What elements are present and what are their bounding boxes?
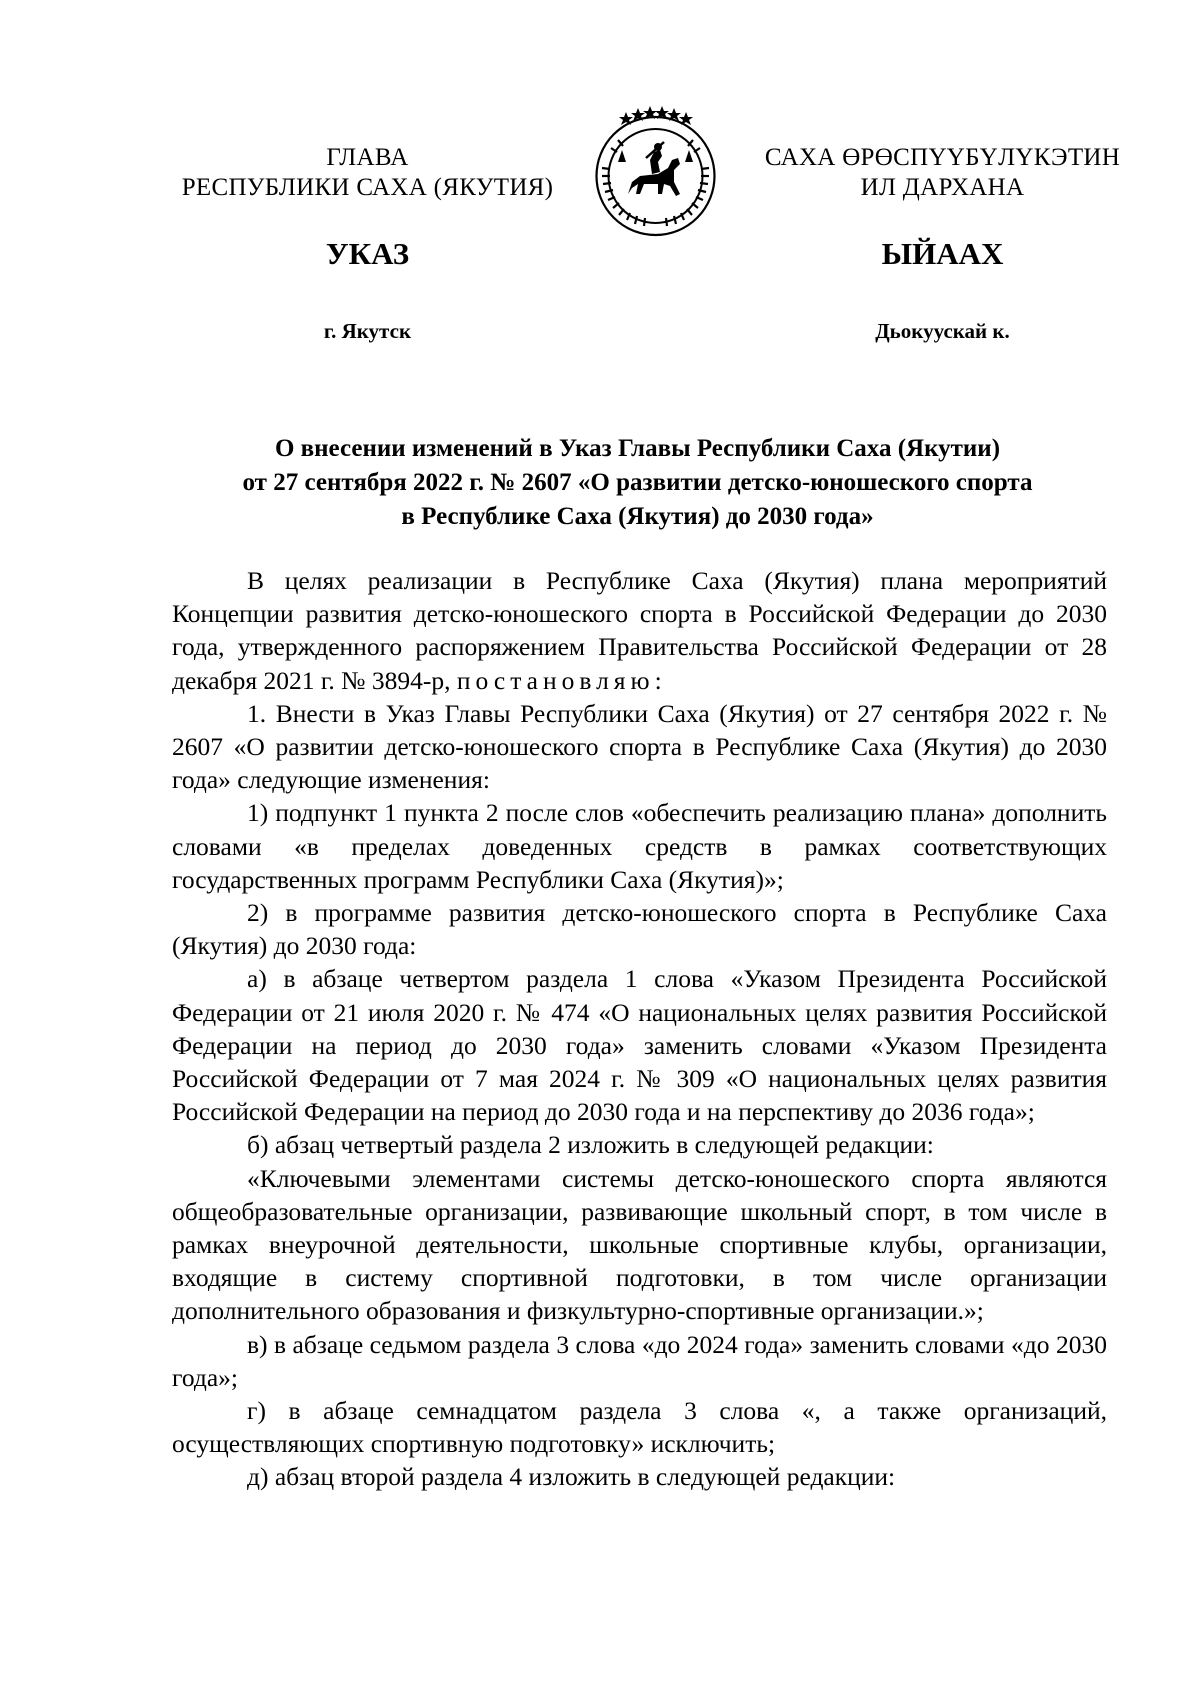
city-right: Дьокуускай к. (875, 319, 1010, 343)
coat-of-arms-icon (588, 102, 723, 239)
document-title (170, 432, 1105, 534)
paragraph-subitem-g: г) в абзаце семнадцатом раздела 3 слова «, а также организаций, осуществляющих спортивную подготовку» исключить; (172, 1396, 1107, 1459)
paragraph-subitem-d: д) абзац второй раздела 4 изложить в следующей редакции: (247, 1462, 896, 1492)
preamble-text: В целях реализации в Республике Саха (Якутия) плана мероприятий Концепции развития детско-юношеского спорта в Российской Федерации до 2030 года, утвержденного распоряжением Правительства Российской Федерации от 28 декабря 2021 г. № 3894-р, (172, 566, 1107, 695)
header-left-line2: РЕСПУБЛИКИ САХА (ЯКУТИЯ) (181, 174, 554, 201)
paragraph-subitem-1: 1) подпункт 1 пункта 2 после слов «обеспечить реализацию плана» дополнить словами «в пределах доведенных средств в рамках соответствующих государственных программ Республики Саха (Якутия)»; (172, 798, 1107, 894)
title-line2: от 27 сентября 2022 г. № 2607 «О развитии детско-юношеского спорта (242, 469, 1033, 496)
header-right (745, 143, 1140, 203)
document-body (172, 564, 1107, 1494)
paragraph-item-1: 1. Внести в Указ Главы Республики Саха (Якутия) от 27 сентября 2022 г. № 2607 «О развитии детско-юношеского спорта в Республике Саха (Якутия) до 2030 года» следующие изменения: (172, 698, 1107, 795)
doc-type-left: УКАЗ (325, 236, 410, 271)
header-right-line2: ИЛ ДАРХАНА (860, 174, 1025, 201)
paragraph-subitem-v: в) в абзаце седьмом раздела 3 слова «до 2024 года» заменить словами «до 2030 года»; (172, 1329, 1107, 1392)
paragraph-subitem-a: а) в абзаце четвертом раздела 1 слова «Указом Президента Российской Федерации от 21 июля 2020 г. № 474 «О национальных целях развития Российской Федерации на период до 2030 года» заменить словами «Указом Президента Российской Федерации от 7 мая 2024 г. № 309 «О национальных целях развития Российской Федерации на период до 2030 года и на перспективу до 2036 года»; (172, 964, 1107, 1127)
decree-word: постановляю: (456, 665, 667, 695)
paragraph-quote: «Ключевыми элементами системы детско-юношеского спорта являются общеобразовательные организации, развивающие школьный спорт, в том числе в рамках внеурочной деятельности, школьные спортивные клубы, организации, входящие в систему спортивной подготовки, в том числе организации дополнительного образования и физкультурно-спортивные организации.»; (172, 1163, 1107, 1326)
paragraph-preamble (172, 564, 1107, 697)
header-right-line1: САХА ӨРӨСПҮҮБҮЛҮКЭТИН (764, 144, 1121, 171)
city-left: г. Якутск (323, 319, 412, 343)
title-line3: в Республике Саха (Якутия) до 2030 года» (401, 503, 874, 530)
header-left (170, 143, 565, 203)
title-line1: О внесении изменений в Указ Главы Республики Саха (Якутии) (274, 435, 1001, 462)
doc-type-right: ЫЙААХ (881, 236, 1004, 271)
paragraph-subitem-2: 2) в программе развития детско-юношеского спорта в Республике Саха (Якутия) до 2030 года: (172, 898, 1107, 961)
header-left-line1: ГЛАВА (326, 144, 409, 171)
paragraph-subitem-b: б) абзац четвертый раздела 2 изложить в следующей редакции: (247, 1130, 934, 1160)
